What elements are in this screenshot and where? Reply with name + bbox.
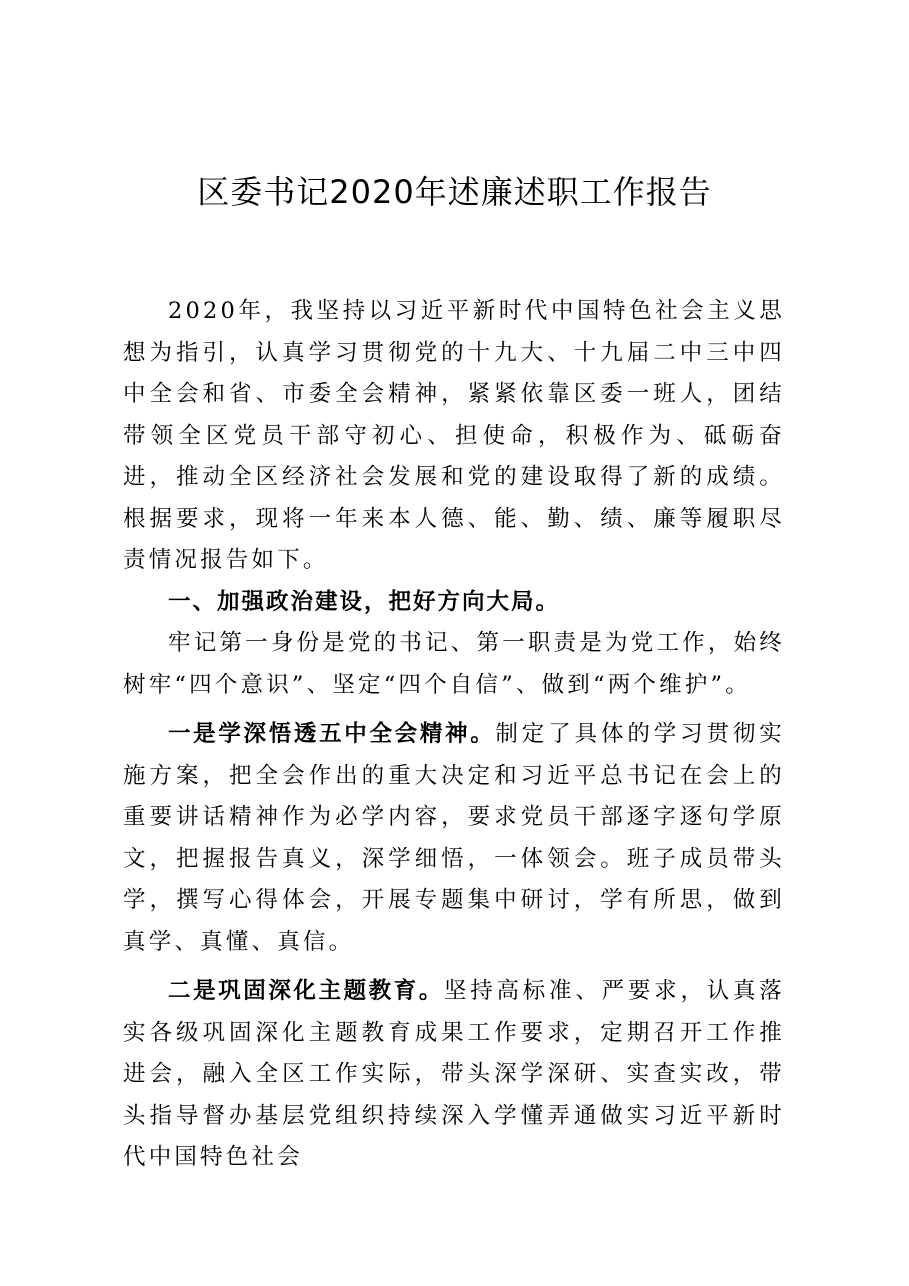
section-heading: 一、加强政治建设，把好方向大局。 [168, 588, 561, 615]
point-two-paragraph [123, 971, 785, 1179]
point-two-lead: 二是巩固深化主题教育。 [168, 978, 444, 1004]
point-one-text: 制定了具体的学习贯彻实施方案，把全会作出的重大决定和习近平总书记在会上的重要讲话精神作为必学内容，要求党员干部逐字逐句学原文，把握报告真义，深学细悟，一体领会。班子成员带头学，撰写心得体会，开展专题集中研讨，学有所思，做到真学、真懂、真信。 [123, 721, 785, 955]
point-two-text: 坚持高标准、严要求，认真落实各级巩固深化主题教育成果工作要求，定期召开工作推进会，融入全区工作实际，带头深学深研、实查实改，带头指导督办基层党组织持续深入学懂弄通做实习近平新时代中国特色社会 [123, 978, 785, 1170]
intro-paragraph: 2020年，我坚持以习近平新时代中国特色社会主义思想为指引，认真学习贯彻党的十九大、十九届二中三中四中全会和省、市委全会精神，紧紧依靠区委一班人，团结带领全区党员干部守初心、担使命，积极作为、砥砺奋进，推动全区经济社会发展和党的建设取得了新的成绩。根据要求，现将一年来本人德、能、勤、绩、廉等履职尽责情况报告如下。 [123, 298, 785, 573]
paragraph-gap [123, 963, 785, 971]
section-intro-paragraph: 牢记第一身份是党的书记、第一职责是为党工作，始终树牢“四个意识”、坚定“四个自信”、做到“两个维护”。 [123, 630, 785, 698]
point-one-paragraph [123, 714, 785, 963]
paragraph-gap [123, 706, 785, 714]
point-one-lead: 一是学深悟透五中全会精神。 [168, 721, 496, 747]
document-body [123, 291, 785, 1179]
document-title: 区委书记2020年述廉述职工作报告 [197, 173, 712, 211]
